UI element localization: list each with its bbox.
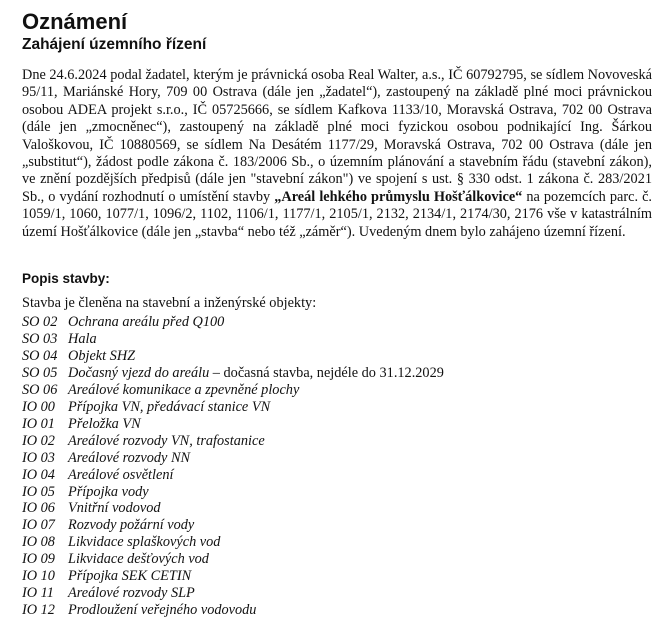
- object-description: [68, 416, 141, 433]
- object-code: SO 03: [22, 331, 58, 348]
- document-page: [22, 10, 652, 619]
- object-description: [68, 467, 173, 484]
- object-code: SO 05: [22, 365, 58, 382]
- object-name: Areálové komunikace a zpevněné plochy: [68, 382, 300, 399]
- object-name: Rozvody požární vody: [68, 517, 195, 534]
- object-name: Likvidace splaškových vod: [68, 534, 221, 551]
- object-code: IO 11: [22, 584, 54, 601]
- page-subtitle: Zahájení územního řízení: [22, 36, 207, 53]
- object-code: SO 04: [22, 348, 58, 365]
- paragraph-text-end: na pozemcích parc. č. 1059/1, 1060, 1077/1, 1096/2, 1102, 1106/1, 1177/1, 2105/1, 2132, 2134/1, 2174/30, 2176 vše v katastrálním území Hošťálkovice (dále jen „stavba“ nebo též „záměr“). Uvedeným dnem bylo zahájeno územní řízení.: [22, 188, 652, 240]
- list-item: [22, 551, 652, 568]
- object-description: [68, 585, 195, 602]
- announcement-paragraph: [22, 67, 652, 241]
- object-name: Přípojka SEK CETIN: [68, 568, 192, 585]
- list-item: [22, 450, 652, 467]
- objects-intro: Stavba je členěna na stavební a inženýrské objekty:: [22, 295, 317, 312]
- list-item: [22, 585, 652, 602]
- object-name: Přípojka VN, předávací stanice VN: [68, 399, 271, 415]
- object-description: [68, 382, 299, 399]
- paragraph-text-start: Dne 24.6.2024 podal žadatel, kterým je právnická osoba Real Walter, a.s., IČ 60792795, se sídlem Novoveská 95/11, Mariánské Hory, 709 00 Ostrava (dále jen „žadatel“), zastoupený na základě plné moci právnickou osobou ADEA projekt s.r.o., IČ 05725666, se sídlem Kafkova 1133/10, Moravská Ostrava, 702 00 Ostrava (dále jen „zmocněnec“), zastoupený na základě plné moci fyzickou osobou podnikající Ing. Šárkou Valoškovou, IČ 10880569, se sídlem Na Desátém 1177/29, Moravská Ostrava, 702 00 Ostrava (dále jen „substitut“), žádost podle zákona č. 183/2006 Sb., o územním plánování a stavebním řádu (stavební zákon), ve znění pozdějších předpisů (dále jen "stavební zákon") ve spojení s ust. § 330 odst. 1 zákona č. 283/2021 Sb., o vydání rozhodnutí o umístění stavby: [22, 67, 652, 205]
- list-item: [22, 517, 652, 534]
- object-code: IO 08: [22, 534, 55, 551]
- list-item: [22, 602, 652, 619]
- list-item: [22, 348, 652, 365]
- list-item: [22, 568, 652, 585]
- list-item: [22, 534, 652, 551]
- object-description: [68, 602, 256, 619]
- object-name: Přípojka vody: [68, 483, 149, 500]
- section-heading-popis: Popis stavby:: [22, 271, 110, 287]
- object-description: [68, 331, 97, 348]
- object-name: Vnitřní vodovod: [68, 500, 161, 517]
- object-name: Areálové osvětlení: [68, 466, 174, 483]
- object-description: [68, 314, 224, 331]
- object-code: IO 03: [22, 449, 55, 466]
- object-code: IO 12: [22, 601, 55, 618]
- object-code: IO 06: [22, 500, 55, 517]
- object-code: IO 10: [22, 568, 55, 585]
- object-description: [68, 551, 209, 568]
- object-code: IO 09: [22, 551, 55, 568]
- page-title: Oznámení: [22, 9, 128, 34]
- object-description: [68, 348, 135, 365]
- object-name: Areálové rozvody SLP: [68, 584, 195, 601]
- object-name: Likvidace dešťových vod: [68, 551, 209, 568]
- object-name: Areálové rozvody VN, trafostanice: [68, 432, 265, 449]
- object-code: SO 06: [22, 382, 58, 399]
- object-description: [68, 450, 190, 467]
- object-name: Prodloužení veřejného vodovodu: [68, 601, 257, 618]
- list-item: [22, 500, 652, 517]
- object-name: Objekt SHZ: [68, 348, 136, 365]
- objects-list: [22, 314, 652, 618]
- project-name: „Areál lehkého průmyslu Hošťálkovice“: [274, 188, 523, 205]
- object-code: SO 02: [22, 314, 58, 331]
- object-name: Dočasný vjezd do areálu: [68, 365, 210, 382]
- list-item: [22, 416, 652, 433]
- object-code: IO 00: [22, 399, 55, 415]
- object-code: IO 04: [22, 466, 55, 483]
- object-description: [68, 534, 220, 551]
- object-description: [68, 365, 444, 382]
- object-description: [68, 484, 149, 501]
- object-description: [68, 517, 194, 534]
- object-name: Areálové rozvody NN: [68, 449, 191, 466]
- object-code: IO 02: [22, 432, 55, 449]
- object-name: Hala: [68, 331, 97, 348]
- object-note: – dočasná stavba, nejdéle do 31.12.2029: [209, 365, 444, 382]
- object-name: Přeložka VN: [68, 415, 141, 432]
- list-item: [22, 467, 652, 484]
- list-item: [22, 399, 652, 416]
- object-code: IO 01: [22, 415, 55, 432]
- object-name: Ochrana areálu před Q100: [68, 314, 225, 331]
- list-item: [22, 365, 652, 382]
- list-item: [22, 484, 652, 501]
- object-description: [68, 568, 191, 585]
- object-description: [68, 433, 265, 450]
- list-item: [22, 433, 652, 450]
- list-item: [22, 314, 652, 331]
- list-item: [22, 331, 652, 348]
- object-description: [68, 500, 161, 517]
- list-item: [22, 382, 652, 399]
- object-description: [68, 399, 270, 416]
- object-code: IO 05: [22, 483, 55, 500]
- object-code: IO 07: [22, 517, 55, 534]
